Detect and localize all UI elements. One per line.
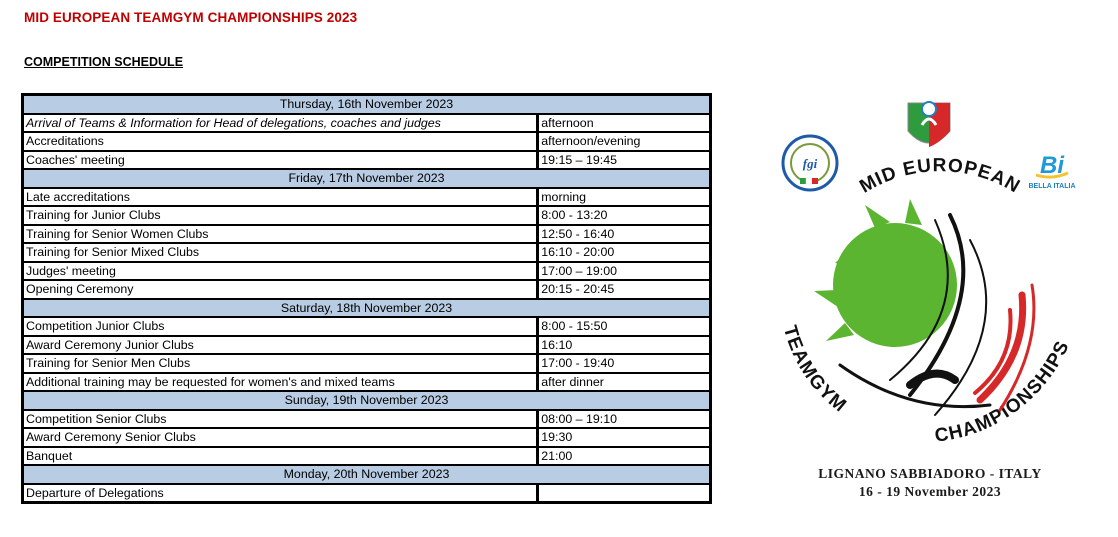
svg-text:MID EUROPEAN xyxy=(856,155,1024,197)
championship-logo xyxy=(760,95,1090,455)
event-cell: Judges' meeting xyxy=(23,262,538,281)
time-cell: 17:00 - 19:40 xyxy=(538,354,711,373)
event-cell: Training for Junior Clubs xyxy=(23,206,538,225)
event-cell: Training for Senior Women Clubs xyxy=(23,225,538,244)
svg-text:Bi: Bi xyxy=(1040,152,1064,179)
table-row xyxy=(23,206,711,225)
table-row xyxy=(23,354,711,373)
event-cell: Late accreditations xyxy=(23,188,538,207)
bella-italia-label: BELLA ITALIA xyxy=(1028,183,1076,190)
event-dates: 16 - 19 November 2023 xyxy=(858,484,1002,499)
time-cell: 19:30 xyxy=(538,428,711,447)
time-cell: 12:50 - 16:40 xyxy=(538,225,711,244)
time-cell: afternoon xyxy=(538,114,711,133)
day-header: Monday, 20th November 2023 xyxy=(23,465,711,484)
table-row xyxy=(23,243,711,262)
time-cell: 19:15 – 19:45 xyxy=(538,151,711,170)
table-row xyxy=(23,336,711,355)
time-cell: after dinner xyxy=(538,373,711,392)
day-header: Sunday, 19th November 2023 xyxy=(23,391,711,410)
time-cell: 16:10 xyxy=(538,336,711,355)
table-row xyxy=(23,188,711,207)
bella-italia-logo xyxy=(1028,152,1075,190)
table-row xyxy=(23,373,711,392)
event-cell: Competition Senior Clubs xyxy=(23,410,538,429)
time-cell: 8:00 - 15:50 xyxy=(538,317,711,336)
time-cell: 21:00 xyxy=(538,447,711,466)
event-cell: Coaches' meeting xyxy=(23,151,538,170)
time-cell: morning xyxy=(538,188,711,207)
event-cell: Award Ceremony Junior Clubs xyxy=(23,336,538,355)
event-cell: Arrival of Teams & Information for Head of delegations, coaches and judges xyxy=(23,114,538,133)
event-cell: Accreditations xyxy=(23,132,538,151)
fgi-seal-icon xyxy=(783,136,837,190)
day-header: Thursday, 16th November 2023 xyxy=(23,95,711,114)
day-header-row xyxy=(23,169,711,188)
fgi-mark: fgi xyxy=(802,156,818,171)
event-cell: Training for Senior Men Clubs xyxy=(23,354,538,373)
time-cell: 16:10 - 20:00 xyxy=(538,243,711,262)
table-row xyxy=(23,410,711,429)
table-row xyxy=(23,114,711,133)
day-header-row xyxy=(23,391,711,410)
day-header-row xyxy=(23,95,711,114)
table-row xyxy=(23,262,711,281)
event-location: LIGNANO SABBIADORO - ITALY xyxy=(818,466,1042,481)
time-cell: 08:00 – 19:10 xyxy=(538,410,711,429)
logo-arc-top: MID EUROPEAN xyxy=(856,155,1024,198)
time-cell xyxy=(538,484,711,503)
document-title: MID EUROPEAN TEAMGYM CHAMPIONSHIPS 2023 xyxy=(24,10,358,25)
table-row xyxy=(23,151,711,170)
event-cell: Additional training may be requested for women's and mixed teams xyxy=(23,373,538,392)
table-row xyxy=(23,484,711,503)
event-cell: Banquet xyxy=(23,447,538,466)
time-cell: 17:00 – 19:00 xyxy=(538,262,711,281)
time-cell: 8:00 - 13:20 xyxy=(538,206,711,225)
table-row xyxy=(23,317,711,336)
event-cell: Departure of Delegations xyxy=(26,485,164,500)
table-row xyxy=(23,428,711,447)
day-header: Saturday, 18th November 2023 xyxy=(23,299,711,318)
schedule-heading: COMPETITION SCHEDULE xyxy=(24,55,184,69)
table-row xyxy=(23,132,711,151)
shield-badge-icon xyxy=(908,102,950,147)
table-row xyxy=(23,280,711,299)
table-row xyxy=(23,225,711,244)
day-header-row xyxy=(23,299,711,318)
day-header: Friday, 17th November 2023 xyxy=(23,169,711,188)
logo-arc-bottom: CHAMPIONSHIPS xyxy=(933,337,1074,447)
logo-arc-left: TEAMGYM xyxy=(778,323,851,417)
table-row xyxy=(23,447,711,466)
event-cell: Competition Junior Clubs xyxy=(23,317,538,336)
time-cell: 20:15 - 20:45 xyxy=(538,280,711,299)
schedule-table xyxy=(21,93,712,504)
time-cell: afternoon/evening xyxy=(538,132,711,151)
day-header-row xyxy=(23,465,711,484)
event-cell: Opening Ceremony xyxy=(23,280,538,299)
event-cell: Training for Senior Mixed Clubs xyxy=(23,243,538,262)
event-cell: Award Ceremony Senior Clubs xyxy=(23,428,538,447)
